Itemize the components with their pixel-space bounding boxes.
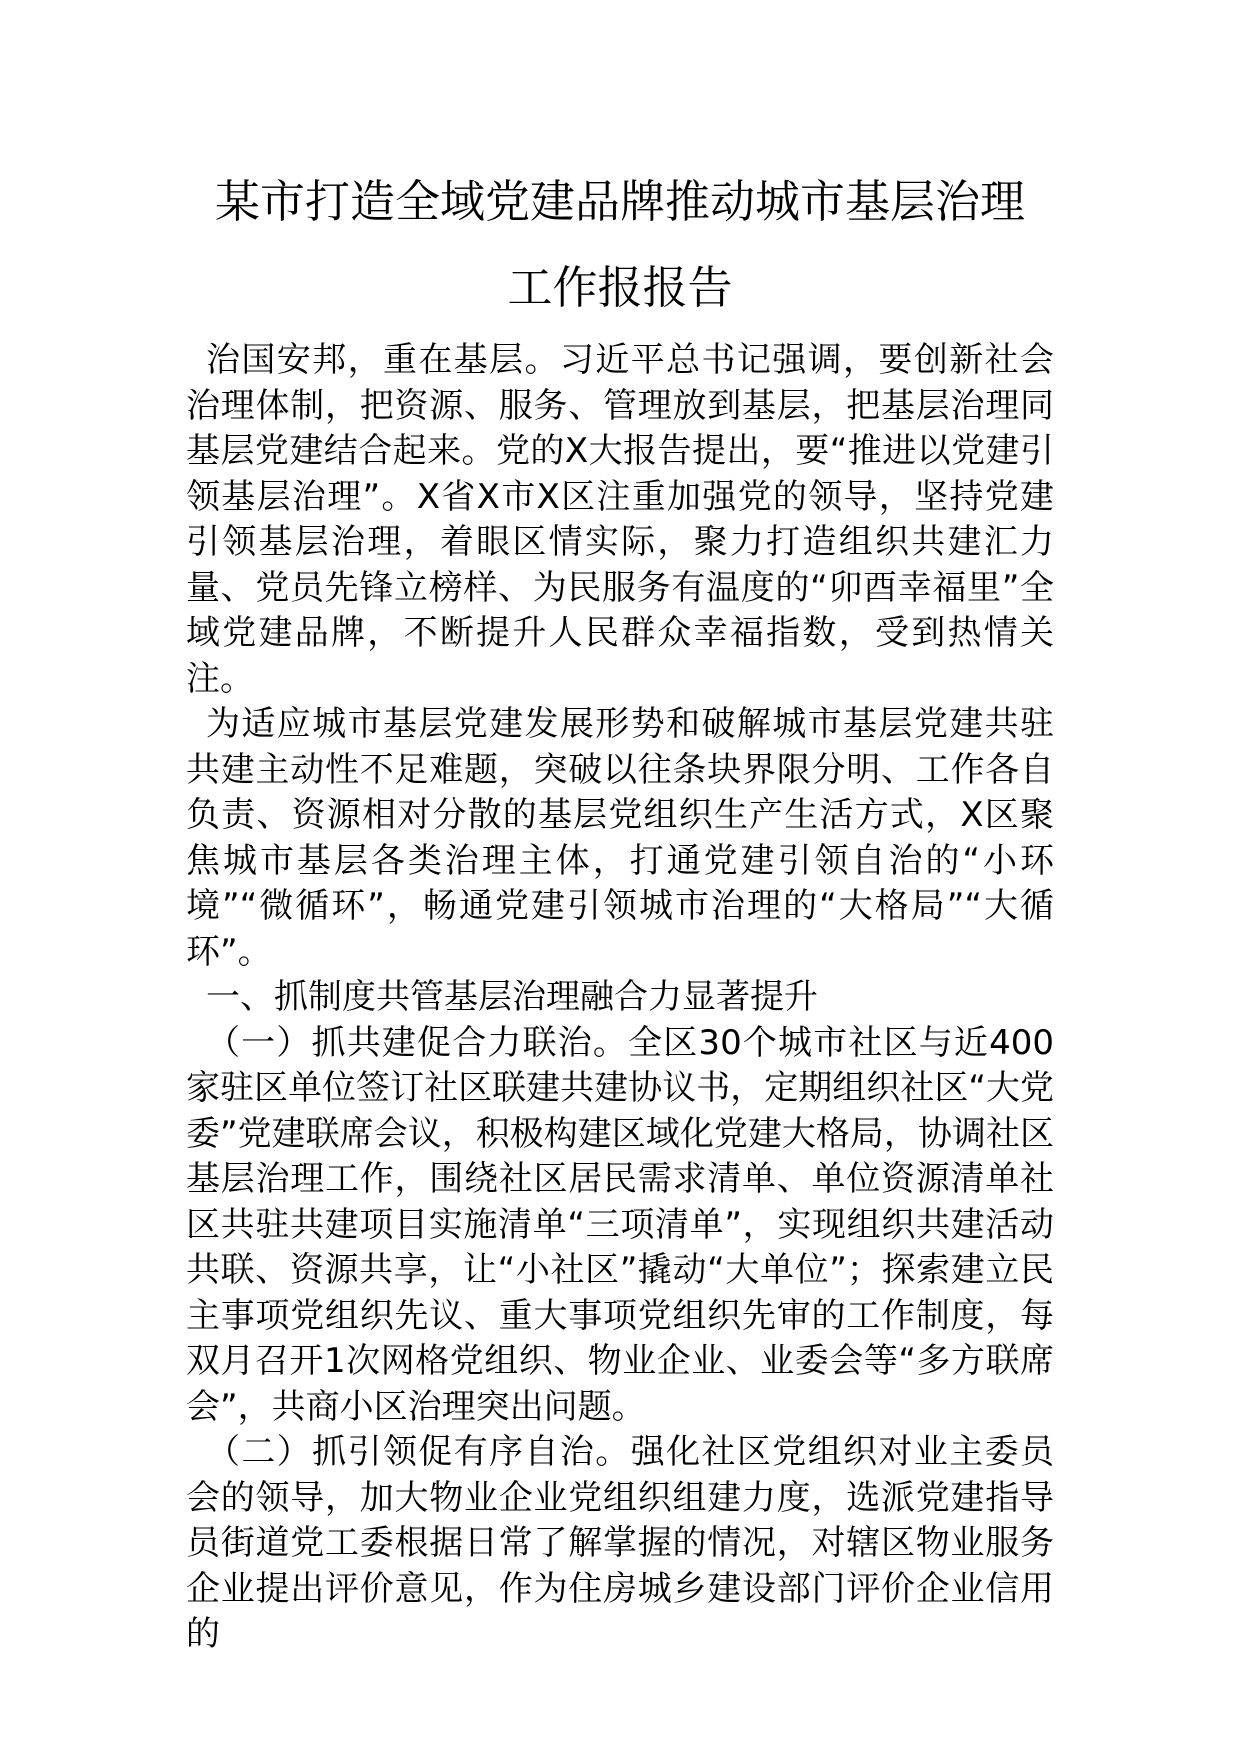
- document-body: [186, 338, 1054, 1658]
- document-title-line1: 某市打造全域党建品牌推动城市基层治理: [214, 175, 1025, 228]
- document-title-line2: 工作报报告: [507, 261, 733, 314]
- paragraph-intro: 治国安邦，重在基层。习近平总书记强调，要创新社会治理体制，把资源、服务、管理放到基层，把基层治理同基层党建结合起来。党的X大报告提出，要“推进以党建引领基层治理”。X省X市X区注重加强党的领导，坚持党建引领基层治理，着眼区情实际，聚力打造组织共建汇力量、党员先锋立榜样、为民服务有温度的“卯酉幸福里”全域党建品牌，不断提升人民群众幸福指数，受到热情关注。: [186, 340, 1054, 699]
- section-heading: 一、抓制度共管基层治理融合力显著提升: [206, 977, 818, 1017]
- paragraph-background: 为适应城市基层党建发展形势和破解城市基层党建共驻共建主动性不足难题，突破以往条块界限分明、工作各自负责、资源相对分散的基层党组织生产生活方式，X区聚焦城市基层各类治理主体，打通党建引领自治的“小环境”“微循环”，畅通党建引领城市治理的“大格局”“大循环”。: [186, 704, 1054, 972]
- paragraph-subsection-2: （二）抓引领促有序自治。强化社区党组织对业主委员会的领导，加大物业企业党组织组建力度，选派党建指导员街道党工委根据日常了解掌握的情况，对辖区物业服务企业提出评价意见，作为住房城乡建设部门评价企业信用的: [186, 1432, 1054, 1654]
- paragraph-subsection-1: （一）抓共建促合力联治。全区30个城市社区与近400家驻区单位签订社区联建共建协议书，定期组织社区“大党委”党建联席会议，积极构建区域化党建大格局，协调社区基层治理工作，围绕社区居民需求清单、单位资源清单社区共驻共建项目实施清单“三项清单”，实现组织共建活动共联、资源共享，让“小社区”撬动“大单位”；探索建立民主事项党组织先议、重大事项党组织先审的工作制度，每双月召开1次网格党组织、物业企业、业委会等“多方联席会”，共商小区治理突出问题。: [186, 1022, 1054, 1427]
